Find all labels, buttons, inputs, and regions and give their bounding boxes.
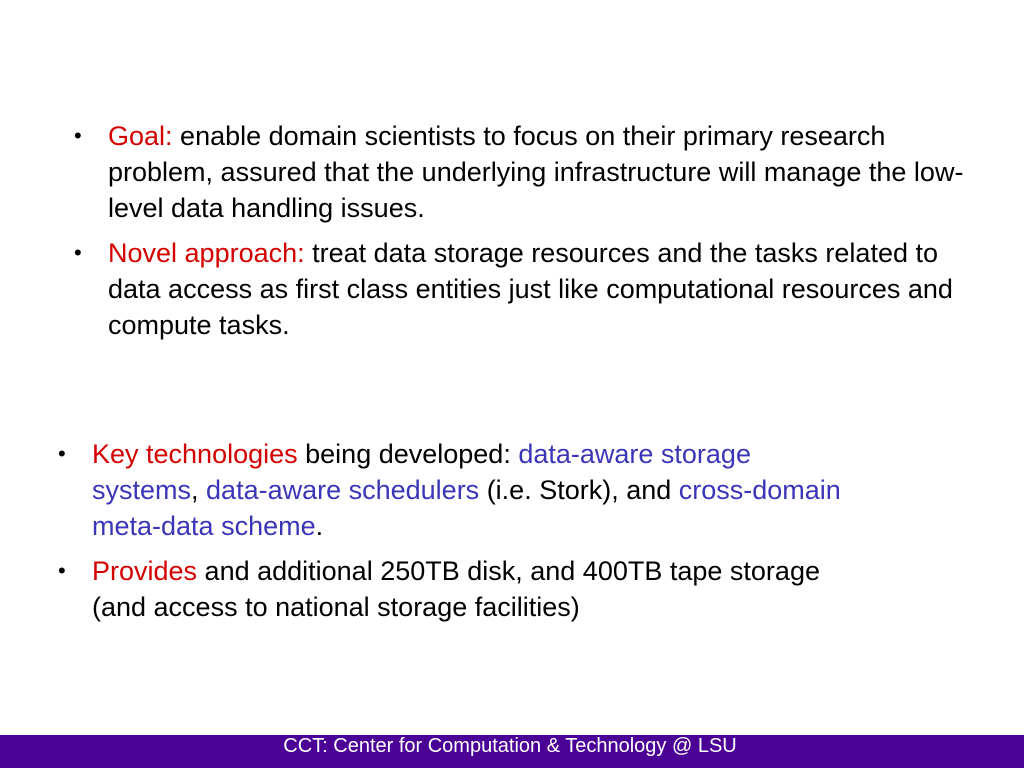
key-text-1: being developed: <box>297 439 519 469</box>
list-item-provides <box>58 553 1024 625</box>
key-text-2: , <box>191 475 207 505</box>
data-aware-schedulers-term: data-aware schedulers <box>206 475 480 505</box>
provides-label: Provides <box>92 556 198 586</box>
novel-approach-text: treat data storage resources and the tasks related to data access as first class entities just like computational resources and compute tasks. <box>108 238 953 340</box>
key-technologies-label: Key technologies <box>92 439 298 469</box>
provides-text-line-2: (and access to national storage facilities) <box>92 592 580 622</box>
goal-text: enable domain scientists to focus on their primary research problem, assured that the underlying infrastructure will manage the low-level data handling issues. <box>108 121 964 223</box>
cross-domain-term: cross-domain <box>678 475 841 505</box>
novel-approach-label: Novel approach: <box>108 238 305 268</box>
goal-label: Goal: <box>108 121 173 151</box>
footer-text: CCT: Center for Computation & Technology @ LSU <box>283 735 737 757</box>
key-text-3: (i.e. Stork), and <box>479 475 679 505</box>
list-item-goal <box>74 118 988 226</box>
provides-text-line-1: and additional 250TB disk, and 400TB tape storage <box>197 556 820 586</box>
bullet-icon: • <box>58 441 66 466</box>
bullet-icon: • <box>74 123 82 148</box>
upper-bullet-list <box>74 118 988 352</box>
bullet-icon: • <box>74 240 82 265</box>
data-aware-storage-term: data-aware storage <box>518 439 751 469</box>
lower-bullet-list <box>58 436 1024 634</box>
key-text-4: . <box>315 511 324 541</box>
meta-data-scheme-term: meta-data scheme <box>92 511 316 541</box>
bullet-icon: • <box>58 558 66 583</box>
list-item-key-technologies <box>58 436 1024 544</box>
systems-term: systems <box>92 475 192 505</box>
footer-bar <box>0 735 1024 768</box>
list-item-novel-approach <box>74 235 988 343</box>
